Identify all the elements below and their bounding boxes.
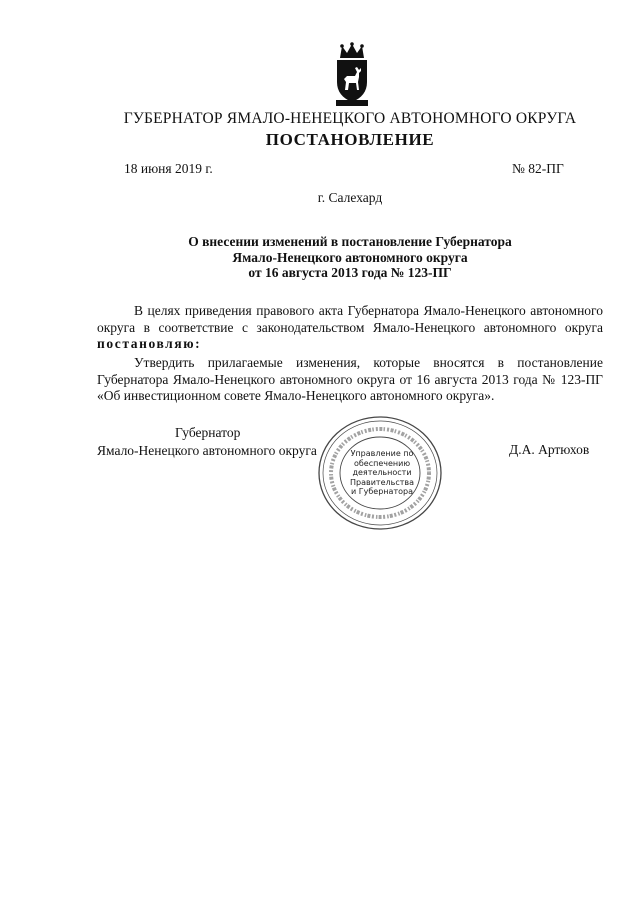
preamble-text: В целях приведения правового акта Губернатора Ямало-Ненецкого автономного округа в соответствие с законодательством Ямало-Ненецкого автономного округа bbox=[97, 303, 603, 335]
document-number: № 82-ПГ bbox=[512, 161, 564, 176]
decree-keyword: постановляю: bbox=[97, 336, 202, 351]
seal-inner-text bbox=[347, 449, 417, 497]
signatory-region: Ямало-Ненецкого автономного округа bbox=[97, 443, 317, 458]
signatory-title: Губернатор bbox=[175, 425, 241, 440]
subject-line-2: Ямало-Ненецкого автономного округа bbox=[232, 249, 468, 265]
seal-line-3: деятельности bbox=[352, 468, 412, 477]
seal-line-4: Правительства bbox=[350, 477, 414, 487]
subject-line-1: О внесении изменений в постановление Губернатора bbox=[188, 234, 512, 249]
paragraph-preamble bbox=[97, 303, 603, 353]
seal-line-5: и Губернатора bbox=[351, 487, 413, 496]
signatory-name: Д.А. Артюхов bbox=[509, 442, 590, 457]
seal-line-2: обеспечению bbox=[353, 458, 411, 468]
document-date: 18 июня 2019 г. bbox=[124, 161, 213, 176]
subject-line-3: от 16 августа 2013 года № 123-ПГ bbox=[248, 265, 452, 280]
coat-of-arms-emblem bbox=[328, 42, 376, 108]
organization-title: ГУБЕРНАТОР ЯМАЛО-НЕНЕЦКОГО АВТОНОМНОГО ОКРУГА bbox=[123, 110, 577, 127]
seal-line-1: Управление по bbox=[350, 449, 414, 458]
document-city: г. Салехард bbox=[317, 190, 383, 205]
paragraph-decision: Утвердить прилагаемые изменения, которые вносятся в постановление Губернатора Ямало-Ненецкого автономного округа от 16 августа 2013 года № 123-ПГ «Об инвестиционном совете Ямало-Ненецкого автономного округа». bbox=[97, 355, 603, 403]
document-subject bbox=[0, 234, 640, 281]
document-type-title: ПОСТАНОВЛЕНИЕ bbox=[265, 130, 435, 149]
